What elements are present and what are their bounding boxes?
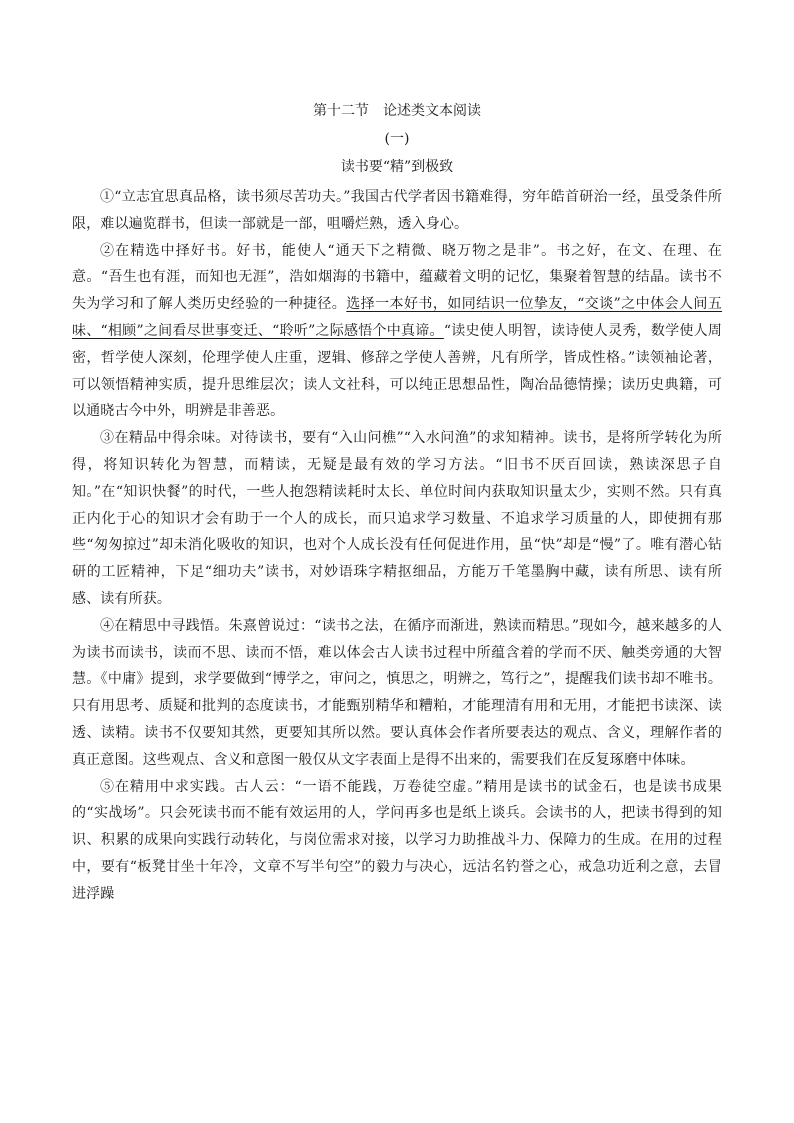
document-page xyxy=(72,100,722,908)
part-label: (一) xyxy=(384,131,410,147)
paragraph-5: ⑤在精用中求实践。古人云：“一语不能践，万卷徒空虚。”精用是读书的试金石，也是读书成果的“实战场”。只会死读书而不能有效运用的人，学问再多也是纸上谈兵。会读书的人，把读书得到的知识、积累的成果向实践行动转化，与岗位需求对接，以学习力助推战斗力、保障力的生成。在用的过程中，要有“板凳甘坐十年冷，文章不写半句空”的毅力与决心，远沽名钓誉之心，戒急功近利之意，去冒进浮躁 xyxy=(72,778,722,902)
paragraph-3: ③在精品中得余味。对待读书，要有“入山问樵”“入水问渔”的求知精神。读书，是将所学转化为所得，将知识转化为智慧，而精读，无疑是最有效的学习方法。“旧书不厌百回读，熟读深思子自知。”在“知识快餐”的时代，一些人抱怨精读耗时太长、单位时间内获取知识量太少，实则不然。只有真正内化于心的知识才会有助于一个人的成长，而只追求学习数量、不追求学习质量的人，即使拥有那些“匆匆掠过”却未消化吸收的知识，也对个人成长没有任何促进作用，虽“快”却是“慢”了。唯有潜心钻研的工匠精神，下足“细功夫”读书，对妙语珠字精抠细品，方能万千笔墨胸中藏，读有所思、读有所感、读有所获。 xyxy=(72,430,722,607)
paragraph-4: ④在精思中寻践悟。朱熹曾说过：“读书之法，在循序而渐进，熟读而精思。”现如今，越来越多的人为读书而读书，读而不思、读而不悟，难以体会古人读书过程中所蕴含着的学而不厌、触类旁通的大智慧。《中庸》提到，求学要做到“博学之，审问之，慎思之，明辨之，笃行之”，提醒我们读书却不唯书。只有用思考、质疑和批判的态度读书，才能甄别精华和糟粕，才能理清有用和无用，才能把书读深、读透、读精。读书不仅要知其然，更要知其所以然。要认真体会作者所要表达的观点、含义，理解作者的真正意图。这些观点、含义和意图一般仅从文字表面上是得不出来的，需要我们在反复琢磨中体味。 xyxy=(72,617,722,768)
article-title: 读书要“精”到极致 xyxy=(340,159,454,175)
section-title: 第十二节 论述类文本阅读 xyxy=(313,103,481,119)
underlined-sentence: 选择一本好书，如同结识一位挚友，“交谈”之中体会人间五味、“相顾”之间看尽世事变迁、“聆听”之际感悟个中真谛。 xyxy=(72,296,722,339)
paragraph-2-text: ②在精选中择好书。好书，能使人“通天下之精微、晓万物之是非”。书之好，在文、在理、在意。“吾生也有涯，而知也无涯”，浩如烟海的书籍中，蕴藏着文明的记忆，集聚着智慧的结晶。读书不失为学习和了解人类历史经验的一种捷径。 xyxy=(72,242,722,313)
paragraph-2 xyxy=(72,238,722,426)
paragraph-2-text-cont: “读史使人明智，读诗使人灵秀，数学使人周密，哲学使人深刻，伦理学使人庄重，逻辑、修辞之学使人善辨，凡有所学，皆成性格。”读领袖论著，可以领悟精神实质，提升思维层次；读人文社科，可以纯正思想品性，陶冶品德情操；读历史典籍，可以通晓古今中外，明辨是非善恶。 xyxy=(72,322,723,420)
paragraph-1: ①“立志宜思真品格，读书须尽苦功夫。”我国古代学者因书籍难得，穷年皓首研治一经，虽受条件所限，难以遍览群书，但读一部就是一部，咀嚼烂熟，透入身心。 xyxy=(72,189,722,232)
